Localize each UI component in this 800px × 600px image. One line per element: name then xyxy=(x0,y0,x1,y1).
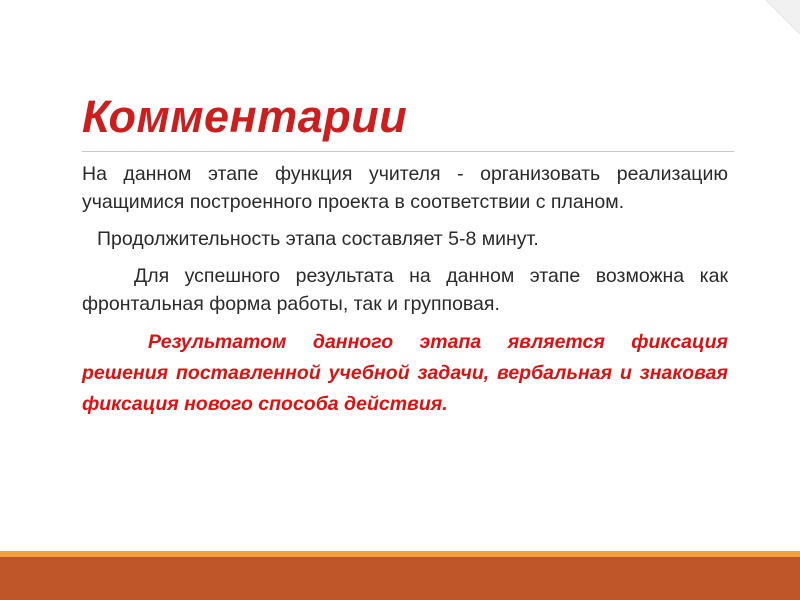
paragraph-result-emphasis: Результатом данного этапа является фиксация решения поставленной учебной задачи, вербальная и знаковая фиксация нового способа действия. xyxy=(82,331,728,415)
corner-fold-icon xyxy=(766,0,800,34)
footer-bar xyxy=(0,557,800,600)
title-divider xyxy=(82,151,734,152)
paragraph-duration: Продолжительность этапа составляет 5-8 минут. xyxy=(97,228,539,250)
slide-title: Комментарии xyxy=(82,91,408,142)
paragraph-work-form: Для успешного результата на данном этапе возможна как фронтальная форма работы, так и групповая. xyxy=(82,265,728,315)
paragraph-teacher-function: На данном этапе функция учителя - организовать реализацию учащимися построенного проекта в соответствии с планом. xyxy=(82,163,728,213)
slide-body xyxy=(82,160,728,429)
